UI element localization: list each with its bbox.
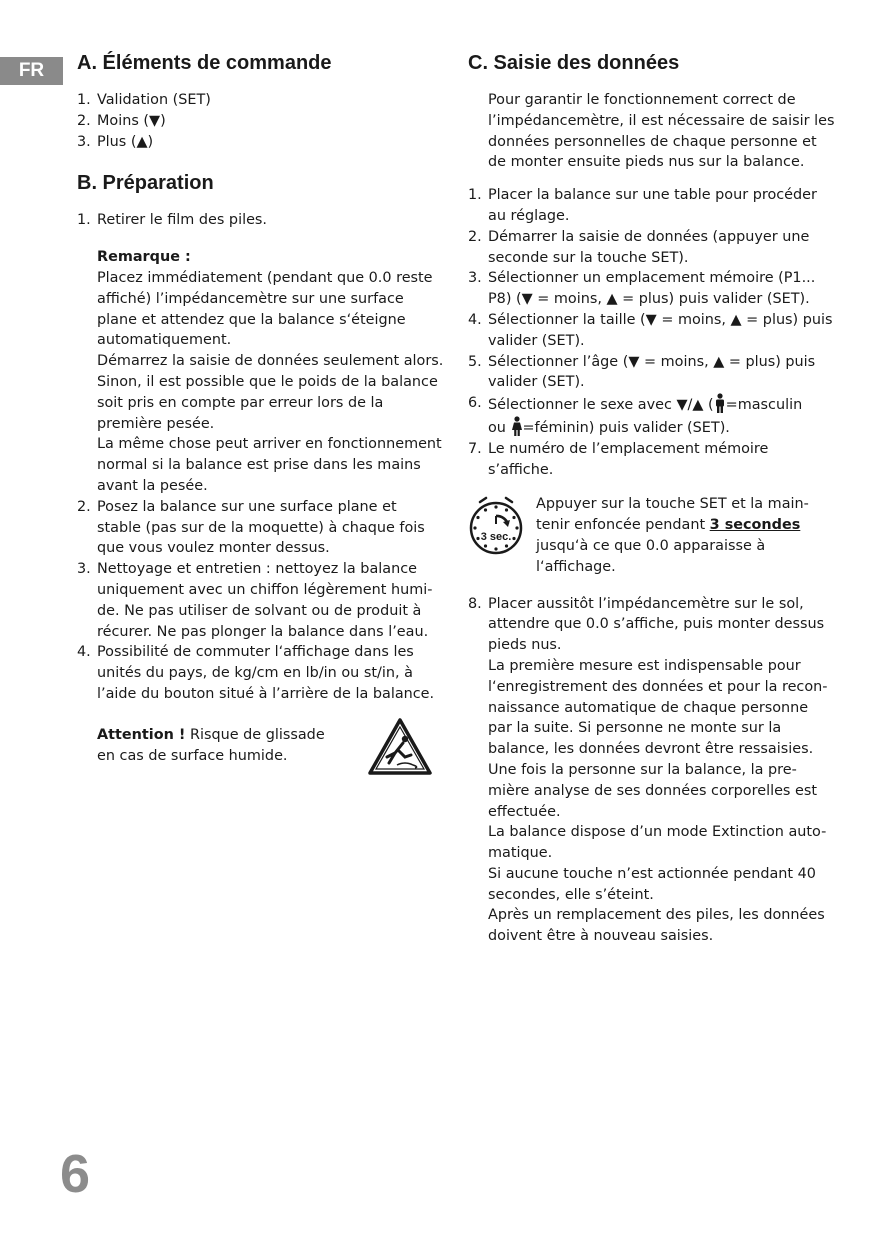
item8-paragraph: Après un remplacement des piles, les données doivent être à nouveau saisies.	[488, 907, 825, 945]
list-item: 1. Retirer le film des piles.	[77, 212, 267, 229]
list-item: 5. Sélectionner l’âge (▼ = moins, ▲ = plus) puis valider (SET).	[468, 353, 816, 391]
item8-paragraph: Une fois la personne sur la balance, la pre-mière analyse de ses données corporelles est effectuée.	[488, 761, 817, 820]
list-item: 3. Plus (▲)	[77, 133, 154, 150]
section-b-title: B. Préparation	[77, 172, 214, 195]
section-a-list	[77, 90, 445, 152]
list-item: 4. Sélectionner la taille (▼ = moins, ▲ = plus) puis valider (SET).	[468, 311, 833, 349]
timer-label: 3 sec.	[480, 531, 512, 544]
remark-paragraph: Placez immédiatement (pendant que 0.0 reste affiché) l’impédancemètre sur une surface plane et attendez que la balance s‘éteigne automatiquement.	[97, 269, 433, 349]
timer-instruction	[468, 494, 836, 577]
female-icon	[511, 416, 523, 436]
list-item: 2. Posez la balance sur une surface plane et stable (pas sur de la moquette) à chaque fois que vous voulez monter dessus.	[77, 498, 425, 557]
list-item: 1. Validation (SET)	[77, 92, 211, 108]
item8-paragraph: Si aucune touche n’est actionnée pendant 40 secondes, elle s’éteint.	[488, 865, 816, 903]
remark-paragraph: La même chose peut arriver en fonctionnement normal si la balance est prise dans les mains avant la pesée.	[97, 436, 442, 494]
timer-text: Appuyer sur la touche SET et la main-tenir enfoncée pendant 3 secondes jusqu‘à ce que 0.0 apparaisse à l‘affichage.	[536, 496, 809, 575]
section-c-title: C. Saisie des données	[468, 52, 680, 74]
slip-warning	[77, 725, 445, 767]
list-item: 4. Possibilité de commuter l‘affichage dans les unités du pays, de kg/cm en lb/in ou st/in, à l’aide du bouton situé à l’arrière de la balance.	[77, 644, 435, 702]
slippery-floor-warning-icon	[367, 717, 433, 777]
section-b-list	[77, 210, 445, 231]
list-item: 7. Le numéro de l’emplacement mémoire s’affiche.	[468, 440, 769, 478]
section-c-list	[468, 185, 836, 480]
item8-paragraph: La balance dispose d’un mode Extinction auto-matique.	[488, 824, 827, 862]
remark-title: Remarque :	[97, 249, 191, 266]
right-column	[468, 50, 836, 947]
left-column	[77, 50, 445, 766]
list-item: 3. Sélectionner un emplacement mémoire (P1... P8) (▼ = moins, ▲ = plus) puis valider (SET).	[468, 270, 816, 308]
warning-text: Risque de glissade en cas de surface humide.	[97, 726, 325, 764]
list-item: 1. Placer la balance sur une table pour procéder au réglage.	[468, 187, 817, 224]
list-item: 6. Sélectionner le sexe avec ▼/▲ ( =masculin ou =féminin) puis valider (SET).	[468, 395, 803, 436]
section-c-intro: Pour garantir le fonctionnement correct de l’impédancemètre, il est nécessaire de saisir les données personnelles de chaque personne et de monter ensuite pieds nus sur la balance.	[488, 92, 835, 171]
list-item: 2. Moins (▼)	[77, 112, 166, 129]
list-item: 2. Démarrer la saisie de données (appuyer une seconde sur la touche SET).	[468, 228, 810, 266]
list-item: 8. Placer aussitôt l’impédancemètre sur le sol, attendre que 0.0 s’affiche, puis monter dessus pieds nus.	[468, 595, 825, 654]
stopwatch-icon	[468, 494, 526, 556]
section-b-list-continued	[77, 497, 445, 705]
section-a-title: A. Éléments de commande	[77, 52, 332, 74]
item8-paragraph: La première mesure est indispensable pour l‘enregistrement des données et pour la recon-naissance automatique de chaque personne par la suite. Si personne ne monte sur la balance, les données devront être ressaisies.	[488, 657, 828, 758]
list-item: 3. Nettoyage et entretien : nettoyez la balance uniquement avec un chiffon légèrement humi-de. Ne pas utiliser de solvant ou de produit à récurer. Ne pas plonger la balance dans l’eau.	[77, 561, 433, 640]
language-tab: FR	[0, 57, 63, 85]
male-icon	[714, 393, 726, 413]
page-number: 6	[60, 1144, 91, 1204]
warning-label: Attention !	[97, 726, 186, 743]
section-c-list-continued	[468, 594, 836, 656]
remark-paragraph: Démarrez la saisie de données seulement alors. Sinon, il est possible que le poids de la balance soit pris en compte par erreur lors de la première pesée.	[97, 353, 444, 432]
